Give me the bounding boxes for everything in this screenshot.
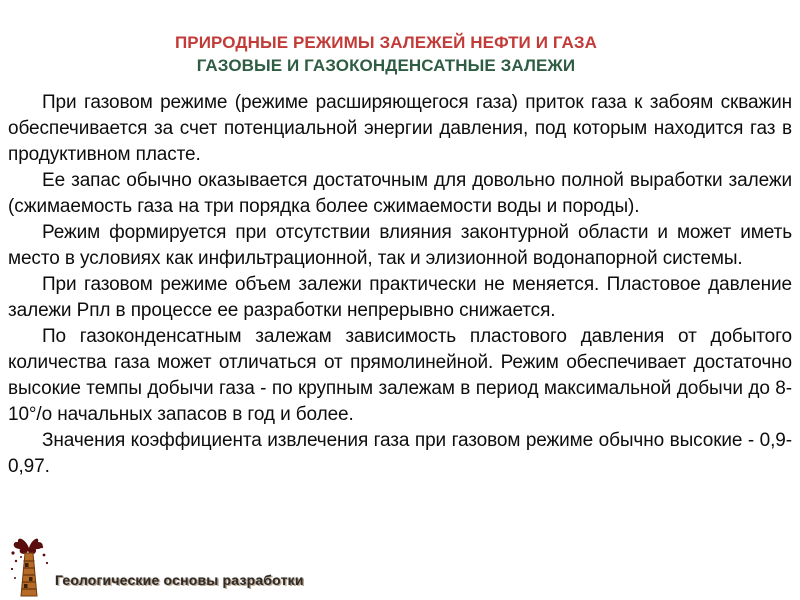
footer: [8, 533, 304, 597]
paragraph-gas-regime-intro: При газовом режиме (режиме расширяющегося газа) приток газа к забоям скважин обеспечивается за счет потенциальной энергии давления, под которым находится газ в продуктивном пласте.: [8, 92, 792, 165]
title-line-1: ПРИРОДНЫЕ РЕЖИМЫ ЗАЛЕЖЕЙ НЕФТИ И ГАЗА: [174, 33, 598, 52]
paragraph-reserve-sufficiency: Ее запас обычно оказывается достаточным для довольно полной выработки залежи (сжимаемость газа на три порядка более сжимаемости воды и породы).: [8, 170, 792, 217]
paragraph-regime-formation: Режим формируется при отсутствии влияния законтурной области и может иметь место в условиях как инфильтрационной, так и элизионной водонапорной системы.: [8, 222, 792, 269]
paragraph-extraction-ratio: Значения коэффициента извлечения газа при газовом режиме обычно высокие - 0,9-0,97.: [8, 430, 792, 477]
paragraph-volume-pressure: При газовом режиме объем залежи практически не меняется. Пластовое давление залежи Рпл в процессе ее разработки непрерывно снижается.: [8, 274, 792, 321]
slide-title: [0, 31, 772, 77]
title-line-2: ГАЗОВЫЕ И ГАЗОКОНДЕНСАТНЫЕ ЗАЛЕЖИ: [196, 56, 576, 75]
oil-derrick-gusher-icon: [8, 533, 50, 597]
paragraph-gas-condensate: По газоконденсатным залежам зависимость пластового давления от добытого количества газа может отличаться от прямолинейной. Режим обеспечивает достаточно высокие темпы добычи газа - по крупным залежам в период максимальной добычи до 8-10°/о начальных запасов в год и более.: [8, 326, 792, 425]
footer-label: Геологические основы разработки: [55, 572, 304, 588]
body-text: [8, 90, 792, 480]
